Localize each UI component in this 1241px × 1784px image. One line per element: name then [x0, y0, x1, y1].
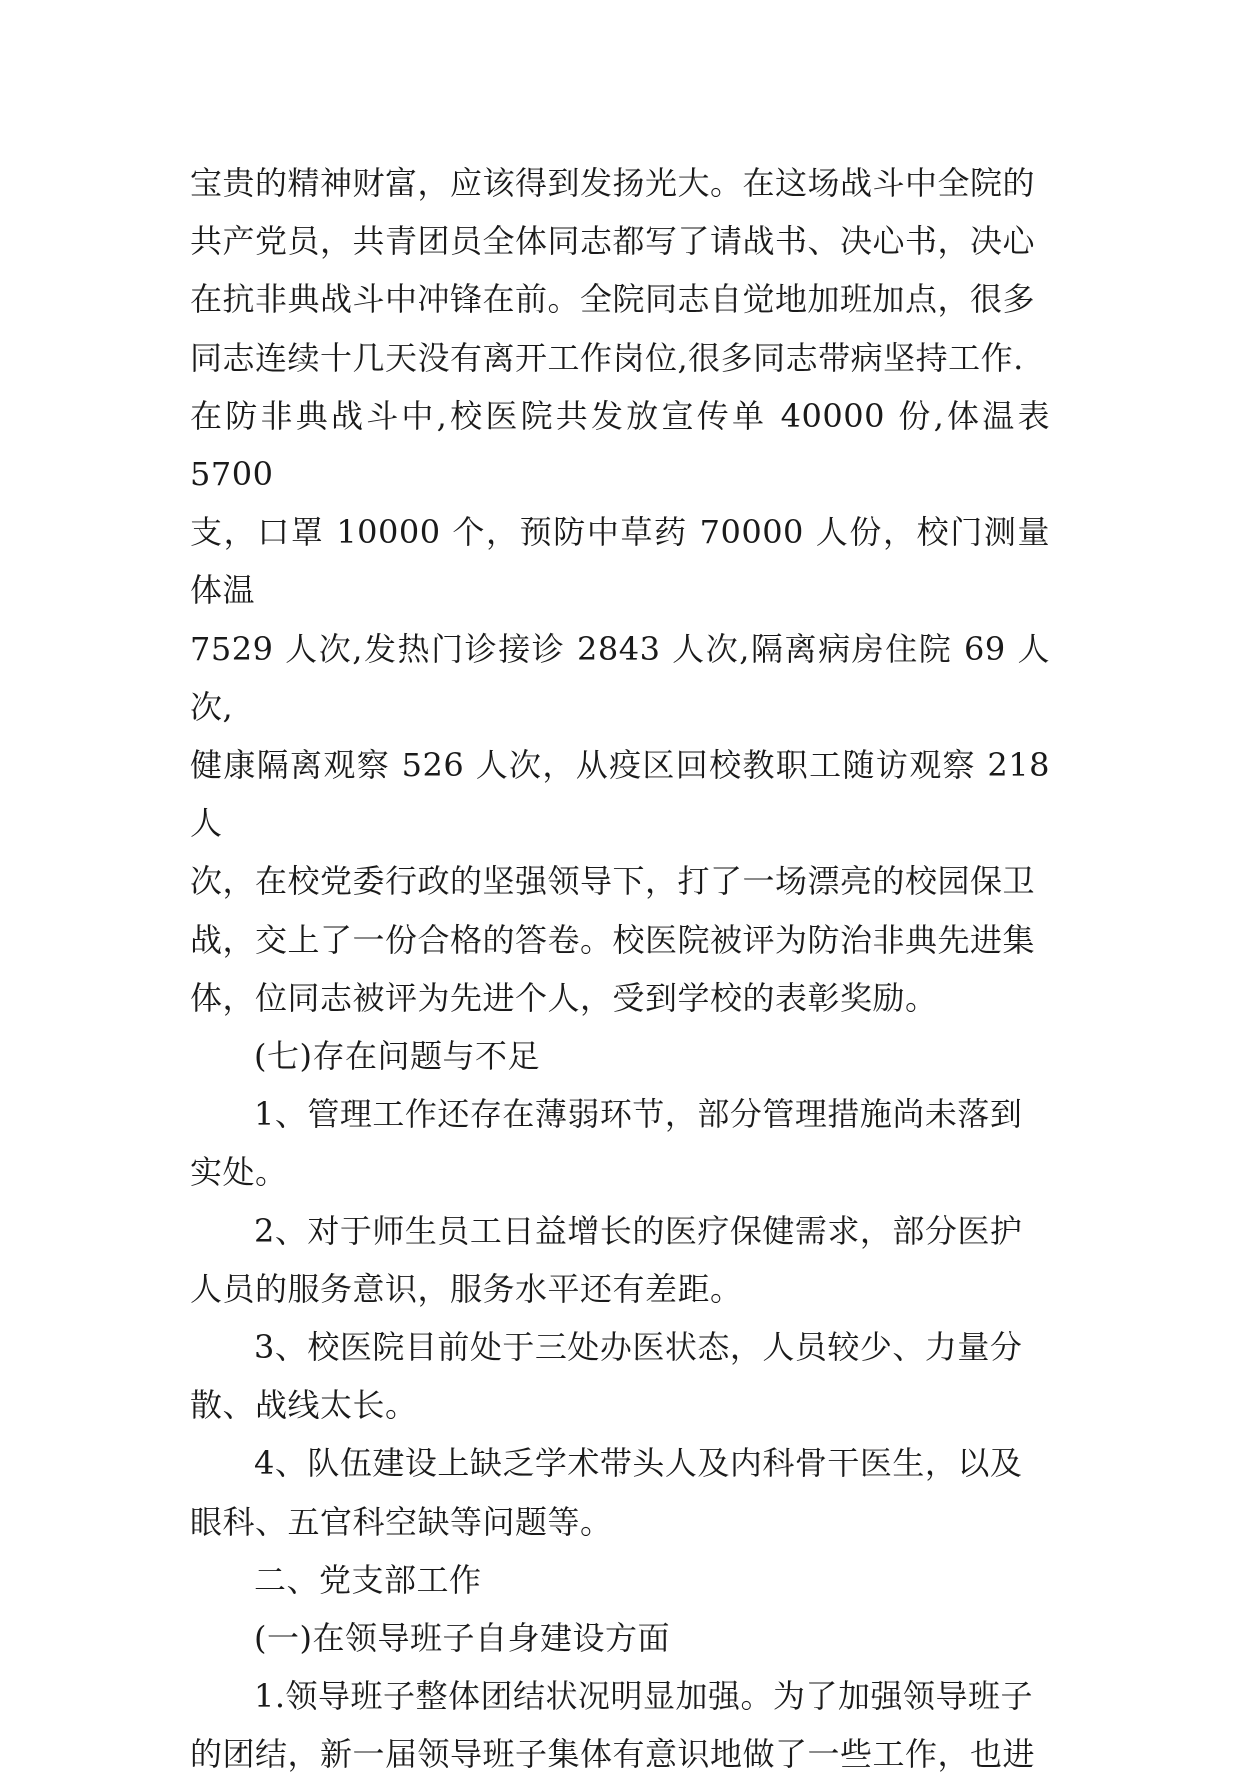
- text-line: 同志连续十几天没有离开工作岗位,很多同志带病坚持工作.: [190, 338, 1024, 377]
- paragraph: [190, 1551, 1050, 1609]
- text-line: 宝贵的精神财富，应该得到发扬光大。在这场战斗中全院的: [190, 164, 1036, 202]
- paragraph: [190, 154, 1061, 1027]
- text-line: 在抗非典战斗中冲锋在前。全院同志自觉地加班加点，很多: [190, 280, 1036, 319]
- text-line: 3、校医院目前处于三处办医状态，人员较少、力量分: [254, 1328, 1023, 1367]
- text-line: 人员的服务意识，服务水平还有差距。: [190, 1269, 743, 1308]
- text-line: 二、党支部工作: [254, 1560, 482, 1599]
- text-line: 4、队伍建设上缺乏学术带头人及内科骨干医生，以及: [254, 1444, 1023, 1483]
- text-line: 眼科、五官科空缺等问题等。: [190, 1502, 613, 1541]
- text-line: 的团结，新一届领导班子集体有意识地做了一些工作，也进: [190, 1735, 1036, 1774]
- text-line: (七)存在问题与不足: [254, 1037, 540, 1076]
- paragraph: [190, 1667, 1050, 1783]
- document-body: [190, 154, 1061, 1784]
- paragraph: [190, 1202, 1050, 1318]
- text-line: 2、对于师生员工日益增长的医疗保健需求，部分医护: [254, 1211, 1023, 1250]
- paragraph: [190, 1027, 1050, 1085]
- text-line: 1、管理工作还存在薄弱环节，部分管理措施尚未落到: [254, 1095, 1023, 1134]
- text-line: 在防非典战斗中,校医院共发放宣传单 40000 份,体温表 5700: [190, 396, 1061, 494]
- text-line: 散、战线太长。: [190, 1386, 418, 1425]
- text-line: 7529 人次,发热门诊接诊 2843 人次,隔离病房住院 69 人次,: [190, 629, 1050, 726]
- text-line: 1.领导班子整体团结状况明显加强。为了加强领导班子: [254, 1677, 1034, 1716]
- text-line: 体，位同志被评为先进个人，受到学校的表彰奖励。: [190, 978, 938, 1017]
- paragraph: [190, 1609, 1050, 1667]
- text-line: 支，口罩 10000 个，预防中草药 70000 人份，校门测量体温: [190, 513, 1050, 610]
- text-line: 共产党员，共青团员全体同志都写了请战书、决心书，决心: [190, 222, 1036, 261]
- text-line: 实处。: [190, 1153, 288, 1192]
- paragraph: [190, 1085, 1050, 1201]
- text-line: 战，交上了一份合格的答卷。校医院被评为防治非典先进集: [190, 920, 1036, 959]
- text-line: 次，在校党委行政的坚强领导下，打了一场漂亮的校园保卫: [190, 862, 1036, 901]
- paragraph: [190, 1318, 1050, 1434]
- text-line: (一)在领导班子自身建设方面: [254, 1619, 670, 1658]
- text-line: 健康隔离观察 526 人次，从疫区回校教职工随访观察 218 人: [190, 746, 1061, 843]
- paragraph: [190, 1434, 1050, 1550]
